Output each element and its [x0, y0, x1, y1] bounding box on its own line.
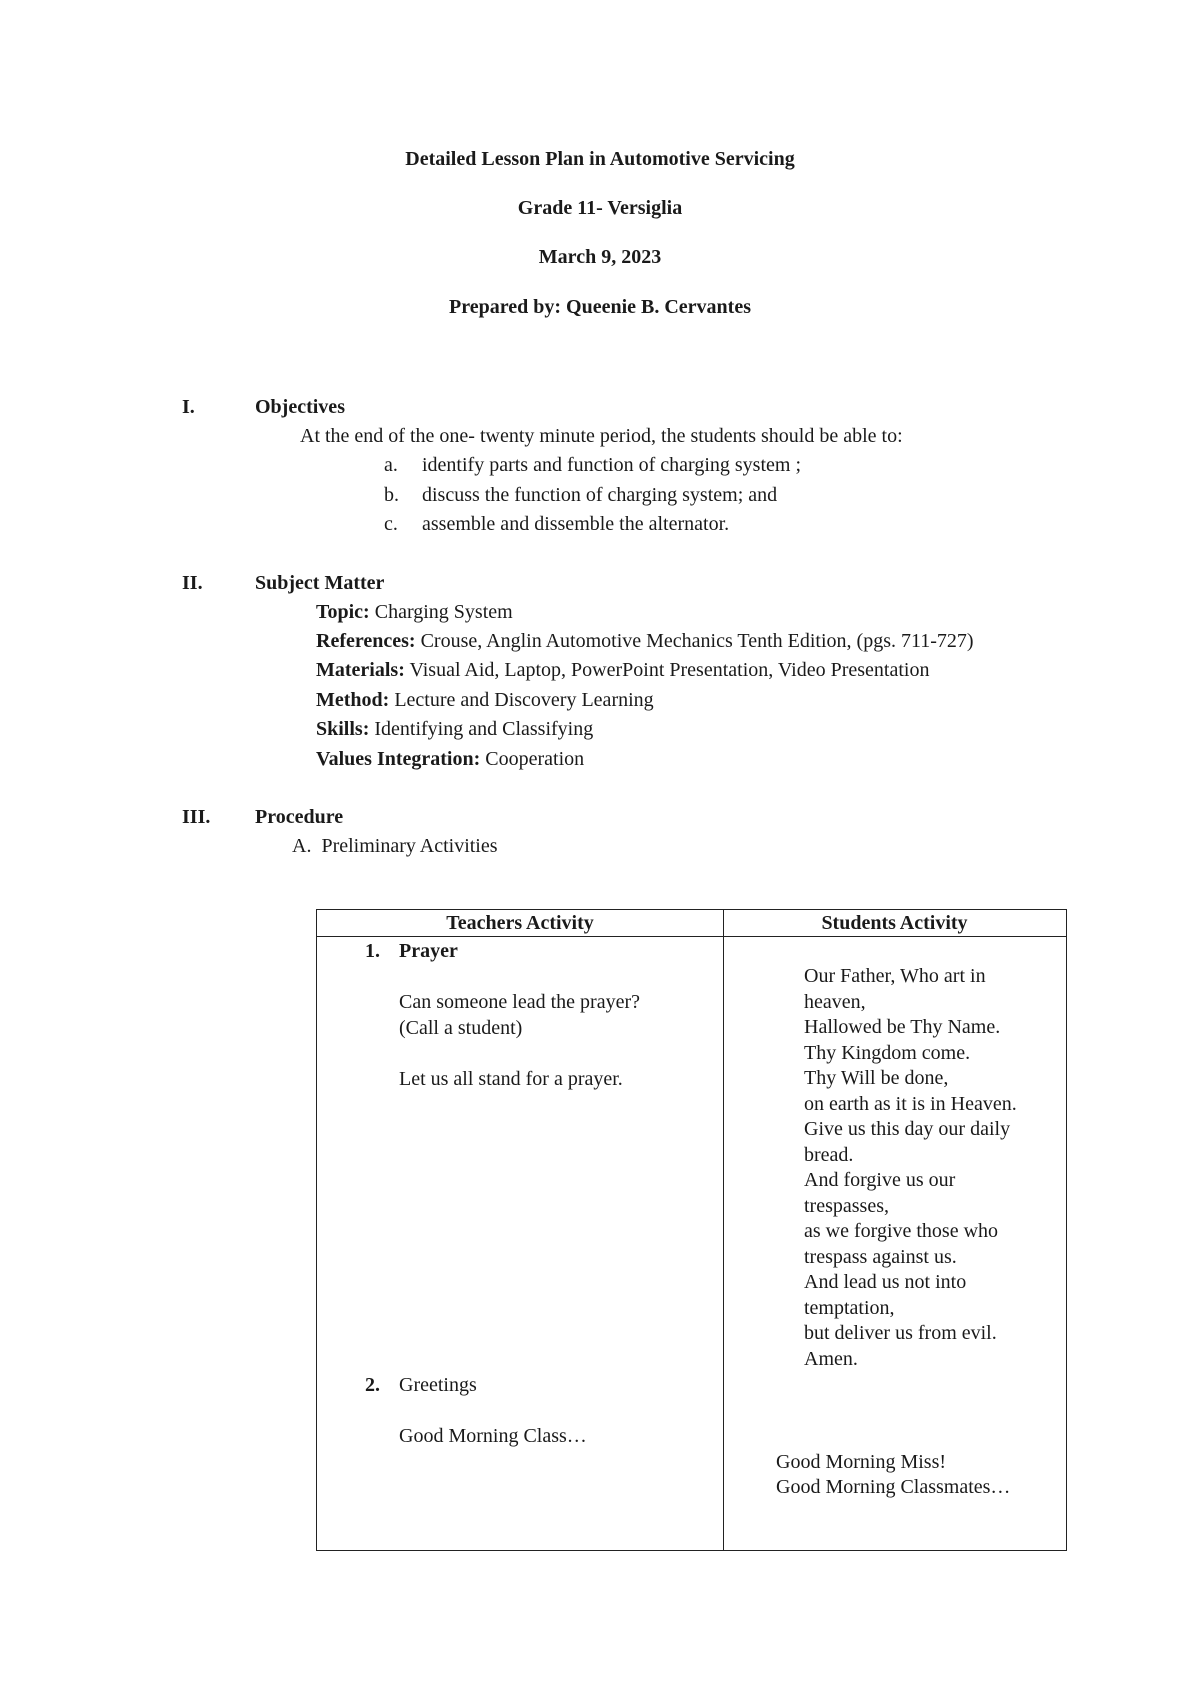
list-item-marker: a. [384, 454, 398, 476]
field-value: Crouse, Anglin Automotive Mechanics Tenth Edition, (pgs. 711-727) [415, 630, 974, 652]
list-item-marker: c. [384, 513, 398, 535]
field-label: Method: [316, 689, 390, 711]
field-label: Materials: [316, 659, 405, 681]
student-line: Good Morning Miss! [776, 1451, 947, 1473]
field-values-integration [316, 745, 584, 774]
activities-table [316, 909, 1067, 1551]
student-prayer-line: Thy Kingdom come. [804, 1041, 971, 1064]
objectives-intro: At the end of the one- twenty minute period, the students should be able to: [300, 425, 903, 447]
greetings-title: Greetings [399, 1374, 477, 1396]
field-materials [316, 656, 929, 685]
section-numeral-procedure: III. [182, 806, 211, 828]
grade-line: Grade 11- Versiglia [517, 197, 683, 219]
table-header-row [317, 910, 1066, 937]
student-prayer-line: Hallowed be Thy Name. [804, 1016, 1001, 1038]
field-topic [316, 598, 513, 627]
student-prayer-line: And forgive us our [804, 1169, 956, 1191]
student-prayer-line: temptation, [804, 1296, 895, 1319]
field-value: Lecture and Discovery Learning [389, 689, 654, 711]
list-item: identify parts and function of charging system ; [422, 454, 801, 476]
teacher-line: Let us all stand for a prayer. [399, 1068, 623, 1090]
student-prayer-line: heaven, [804, 990, 866, 1013]
field-label: Topic: [316, 601, 370, 623]
field-references [316, 627, 974, 656]
field-method [316, 686, 654, 715]
teacher-line: Can someone lead the prayer? [399, 991, 641, 1013]
student-prayer-line: trespass against us. [804, 1245, 957, 1268]
prayer-title: Prayer [399, 940, 458, 962]
student-prayer-line: trespasses, [804, 1194, 889, 1217]
student-prayer-line: Give us this day our daily [804, 1118, 1011, 1140]
date-line: March 9, 2023 [538, 246, 662, 268]
section-numeral-subject-matter: II. [182, 572, 203, 594]
prayer-number: 1. [365, 940, 380, 962]
greetings-number: 2. [365, 1374, 380, 1396]
field-value: Visual Aid, Laptop, PowerPoint Presentation, Video Presentation [404, 659, 930, 681]
teacher-line: Good Morning Class… [399, 1425, 587, 1447]
teacher-line: (Call a student) [399, 1017, 523, 1039]
procedure-subheading: A. Preliminary Activities [292, 835, 498, 857]
student-prayer-line: on earth as it is in Heaven. [804, 1092, 1017, 1115]
student-prayer-line: Amen. [804, 1347, 858, 1370]
student-prayer-line: Our Father, Who art in [804, 965, 986, 987]
field-value: Identifying and Classifying [369, 718, 594, 740]
field-label: References: [316, 630, 416, 652]
section-heading-procedure: Procedure [255, 806, 344, 828]
student-prayer-line: bread. [804, 1143, 854, 1166]
list-item: assemble and dissemble the alternator. [422, 513, 730, 535]
section-numeral-objectives: I. [182, 396, 195, 418]
field-label: Values Integration: [316, 748, 481, 770]
field-value: Cooperation [480, 748, 585, 770]
section-heading-objectives: Objectives [255, 396, 345, 418]
field-label: Skills: [316, 718, 370, 740]
student-prayer-line: And lead us not into [804, 1271, 967, 1293]
section-heading-subject-matter: Subject Matter [255, 572, 385, 594]
field-skills [316, 715, 593, 744]
list-item: discuss the function of charging system; and [422, 484, 778, 506]
column-header-students: Students Activity [821, 912, 968, 934]
student-line: Good Morning Classmates… [776, 1476, 1011, 1498]
column-divider [723, 910, 724, 1550]
student-prayer-line: as we forgive those who [804, 1220, 999, 1242]
student-prayer-line: Thy Will be done, [804, 1067, 949, 1089]
field-value: Charging System [369, 601, 513, 623]
document-title: Detailed Lesson Plan in Automotive Servicing [405, 148, 795, 170]
list-item-marker: b. [384, 484, 399, 506]
column-header-teachers: Teachers Activity [446, 912, 594, 934]
student-prayer-line: but deliver us from evil. [804, 1322, 997, 1344]
prepared-by-line: Prepared by: Queenie B. Cervantes [448, 296, 751, 318]
